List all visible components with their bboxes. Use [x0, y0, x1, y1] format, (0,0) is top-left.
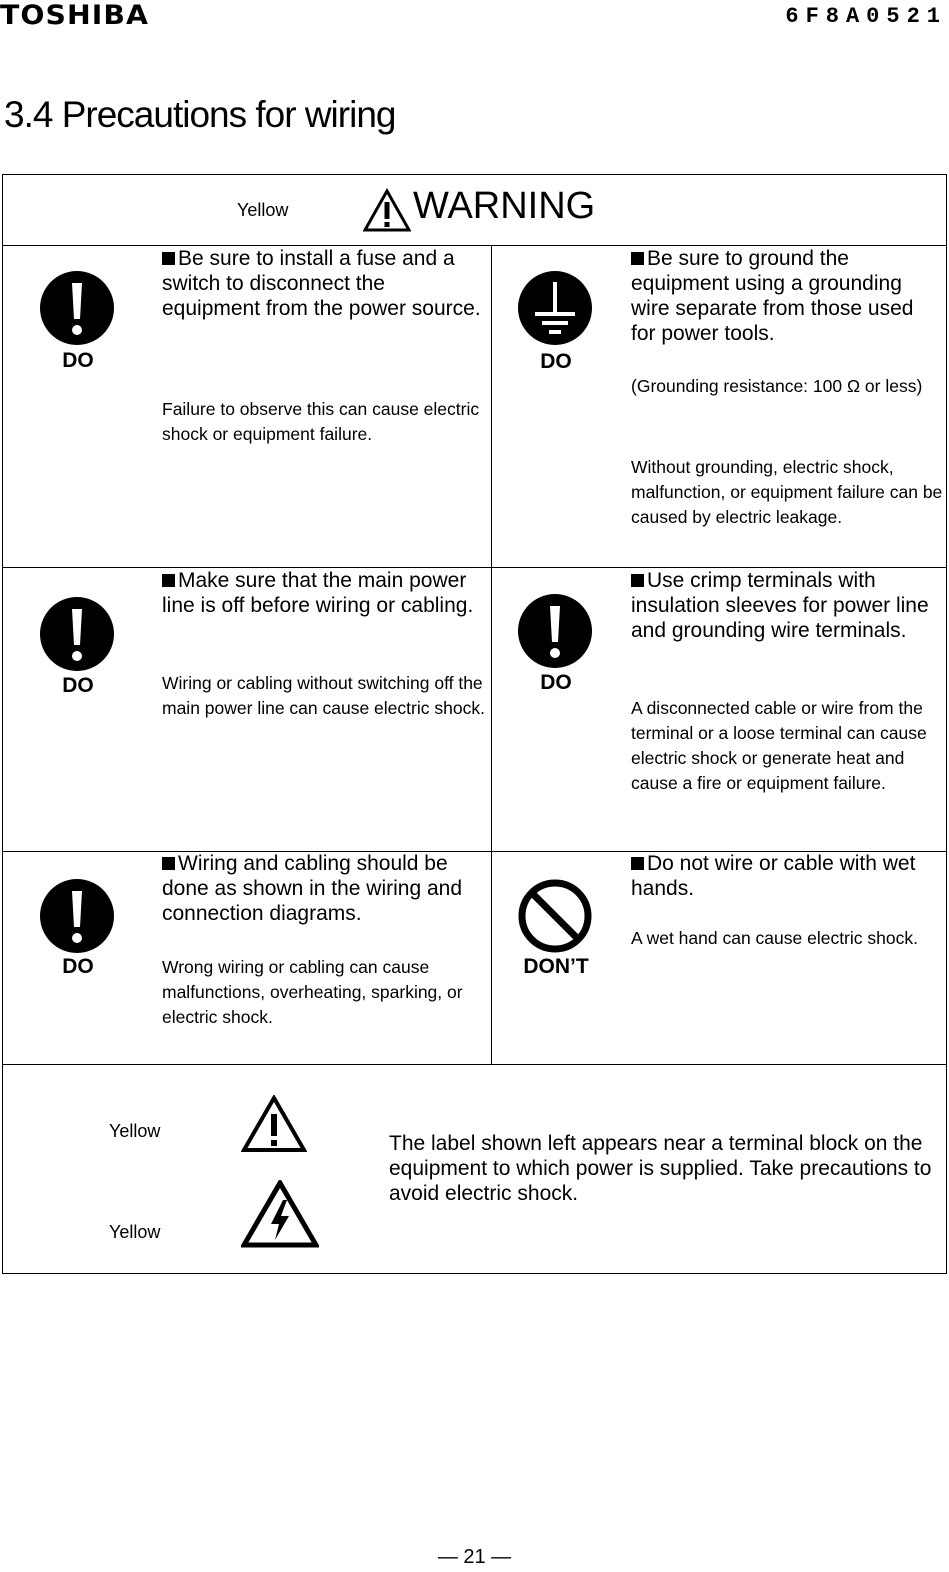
- bullet-square-icon: [162, 252, 175, 265]
- dont-label: DON’T: [523, 955, 589, 978]
- exclamation-icon: [39, 596, 115, 672]
- do-label: DO: [62, 955, 94, 978]
- label-note-text: The label shown left appears near a terminal block on the equipment to which power is supplied. Take precautions to avoid electric shock.: [389, 1132, 932, 1205]
- precaution-body: A wet hand can cause electric shock.: [631, 928, 918, 948]
- label-note-section: [3, 1065, 946, 1273]
- color-note: Yellow: [109, 1222, 161, 1242]
- precaution-heading: Make sure that the main power line is off before wiring or cabling.: [162, 569, 474, 617]
- toshiba-logo: TOSHIBA: [0, 0, 150, 31]
- warning-table: [2, 174, 947, 1274]
- warning-header: [3, 175, 946, 246]
- do-label: DO: [540, 671, 572, 694]
- electric-shock-icon: [241, 1180, 319, 1248]
- exclamation-icon: [39, 878, 115, 954]
- precaution-body: A disconnected cable or wire from the terminal or a loose terminal can cause electric shock or generate heat and cause a fire or equipment failure.: [631, 698, 927, 793]
- do-label: DO: [62, 349, 94, 372]
- bullet-square-icon: [631, 252, 644, 265]
- precaution-body: (Grounding resistance: 100 Ω or less): [631, 376, 923, 396]
- exclamation-icon: [39, 270, 115, 346]
- color-note: Yellow: [109, 1121, 161, 1141]
- precaution-body: Failure to observe this can cause electric shock or equipment failure.: [162, 399, 480, 444]
- column-divider: [491, 245, 492, 1065]
- warning-triangle-icon: [241, 1095, 307, 1153]
- precaution-heading: Wiring and cabling should be done as shown in the wiring and connection diagrams.: [162, 852, 463, 925]
- color-note: Yellow: [237, 200, 289, 220]
- precaution-heading: Be sure to install a fuse and a switch to disconnect the equipment from the power source.: [162, 247, 481, 320]
- do-label: DO: [62, 674, 94, 697]
- bullet-square-icon: [162, 857, 175, 870]
- section-title: 3.4 Precautions for wiring: [4, 94, 396, 135]
- precaution-body: Without grounding, electric shock, malfunction, or equipment failure can be caused by electric leakage.: [631, 457, 943, 527]
- do-label: DO: [540, 350, 572, 373]
- precaution-body: Wrong wiring or cabling can cause malfunctions, overheating, sparking, or electric shock.: [162, 957, 463, 1027]
- exclamation-icon: [517, 593, 593, 669]
- bullet-square-icon: [631, 574, 644, 587]
- warning-triangle-icon: [363, 188, 411, 232]
- precaution-heading: Do not wire or cable with wet hands.: [631, 852, 916, 900]
- precaution-heading: Use crimp terminals with insulation sleeves for power line and grounding wire terminals.: [631, 569, 929, 642]
- precaution-body: Wiring or cabling without switching off the main power line can cause electric shock.: [162, 673, 485, 718]
- bullet-square-icon: [162, 574, 175, 587]
- warning-label: WARNING: [413, 185, 596, 227]
- document-number: 6F8A0521: [785, 4, 947, 29]
- ground-icon: [517, 270, 593, 346]
- page-number: — 21 —: [437, 1546, 512, 1568]
- prohibition-icon: [517, 878, 593, 954]
- bullet-square-icon: [631, 857, 644, 870]
- precaution-heading: Be sure to ground the equipment using a grounding wire separate from those used for power tools.: [631, 247, 914, 345]
